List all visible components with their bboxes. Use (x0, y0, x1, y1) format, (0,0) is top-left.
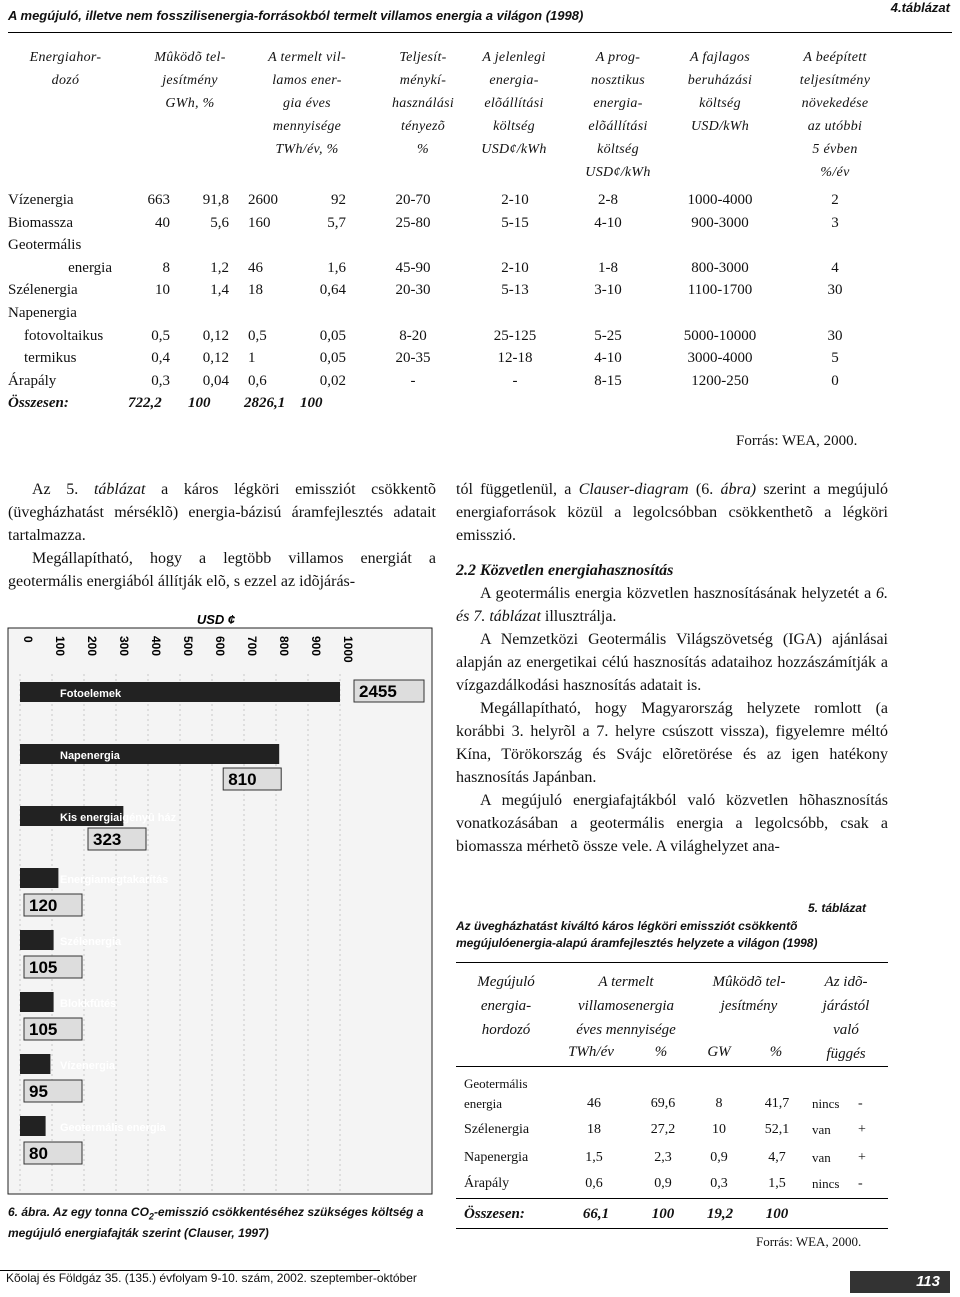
table-4-header-line: költség (493, 119, 535, 134)
table-5-subheader: % (654, 1044, 668, 1060)
table-4-cell: 4-10 (594, 350, 622, 367)
table-5-total-cell: 100 (651, 1206, 675, 1222)
table-5-header-line: függés (826, 1046, 866, 1062)
table-4-header-line: tényezõ (400, 119, 446, 134)
table-4-row-label: Napenergia (8, 305, 77, 321)
bar-value-label: 105 (29, 1020, 58, 1039)
x-tick-label: 1000 (341, 636, 355, 663)
table-4-row-label: Vízenergia (8, 192, 74, 208)
table-4-row-label: energia (68, 259, 112, 276)
table-5-header-line: Mûködõ tel- (712, 974, 786, 990)
bar (20, 868, 58, 888)
table-5-cell: nincs (812, 1096, 840, 1111)
table-4-cell: - (512, 372, 518, 389)
table-4-cell: 1,2 (210, 259, 229, 276)
table-4-cell: 25-125 (493, 327, 537, 344)
table-5-header-line: Megújuló (477, 974, 535, 990)
table-4-row-label: Összesen: (8, 395, 69, 412)
table-4-header-line: A beépített (803, 50, 867, 65)
table-4-cell: 1,6 (327, 259, 346, 276)
table-4-cell: 2 (831, 192, 839, 208)
table-5-cell: 18 (587, 1122, 601, 1137)
table-4-header-line: mennyisége (272, 119, 342, 134)
table-4-row-label: Szélenergia (8, 282, 78, 299)
table-4-cell: 40 (155, 214, 170, 231)
table-5-cell: van (812, 1150, 831, 1165)
bar (20, 1116, 46, 1136)
table-4-header-line: A termelt vil- (268, 50, 346, 65)
table-5-header-line: járástól (822, 998, 870, 1014)
table-5-header-line: jesítmény (720, 998, 778, 1014)
table-5-cell: 0,9 (654, 1176, 672, 1191)
header-rule (8, 32, 952, 33)
table-5-total-cell: 66,1 (582, 1206, 610, 1222)
figure-6 (0, 604, 440, 1196)
table-4-cell: 1,4 (210, 282, 229, 299)
table-4-cell: 3 (831, 214, 839, 231)
table-5-cell: 10 (712, 1122, 726, 1137)
x-tick-label: 600 (213, 636, 227, 657)
table-4-cell: 5-25 (594, 327, 622, 344)
table-4-cell: 0,05 (319, 327, 346, 344)
table-4-cell: 0,04 (202, 372, 229, 389)
bar-value-label: 105 (29, 958, 58, 977)
x-tick-label: 900 (309, 636, 323, 657)
table-4-header-line: USD/kWh (690, 119, 750, 134)
table-4-cell: 20-30 (395, 282, 431, 299)
table-5-cell: 4,7 (768, 1150, 786, 1165)
page-table-title: A megújuló, illetve nem fosszilisenergia-forrásokból termelt villamos energia a világon (1998) (8, 8, 584, 23)
table-5-total-cell: 19,2 (706, 1206, 734, 1222)
x-tick-label: 0 (21, 636, 35, 643)
bar-value-label: 810 (228, 770, 257, 789)
bar-category-label: Vízenergia (60, 1060, 116, 1072)
table-4-cell: 0,4 (151, 350, 170, 367)
table-4-header-line: A prog- (595, 50, 641, 65)
x-tick-label: 500 (181, 636, 195, 657)
table-4-header (456, 46, 572, 161)
table-5-cell: 0,9 (710, 1150, 728, 1165)
table-5-cell: nincs (812, 1176, 840, 1191)
table-5-header-rule (456, 1066, 888, 1067)
table-4-header-line: beruházási (687, 73, 753, 88)
bar-category-label: Szélenergia (60, 936, 122, 948)
table-5-header (694, 970, 804, 1018)
table-5-row-label: Szélenergia (464, 1122, 530, 1137)
table-4-cell: 92 (331, 192, 346, 208)
right-text: tól függetlenül, a Clauser-diagram (6. ábra) szerint a megújuló energiaforrások közül a legolcsóbban csökkenthetõ a légköri emisszió. 2.2 Közvetlen energiahasznosítás A geotermális energia közvetlen hasznosításának helyzetét a 6. és 7. táblázat illusztrálja. A Nemzetközi Geotermális Világszövetség (IGA) ajánlásai alapján az energetikai célú hasznosítás adataihoz hozzászámítják a vízgazdálkodási hasznosítás adatait is. Megállapítható, hogy Magyarország helyzete romlott (a korábbi 3. helyrõl a 7. helyre csúszott vissza), figyelemre méltó Kína, Törökország és Svájc elõretörése és az igen hatékony hasznosítás Japánban. A megújuló energiafajtákból való közvetlen hõhasznosítás vonatkozásában a geotermális energia a legolcsóbb, csak a biomassza mérhetõ össze vele. A világhelyzet ana- (456, 481, 889, 855)
table-4-header (8, 46, 123, 92)
table-4-cell: 0,12 (202, 327, 229, 344)
table-5 (456, 962, 888, 1230)
table-4-cell: 100 (300, 395, 323, 412)
table-4-header-line: költség (699, 96, 741, 111)
table-4-cell: 0,12 (202, 350, 229, 367)
bar (20, 992, 54, 1012)
table-4-cell: 2600 (248, 192, 278, 208)
bar (20, 744, 279, 764)
table-4-header-line: elõállítási (484, 96, 544, 111)
bar-category-label: Kis energiaigényû ház (60, 812, 177, 824)
table-4-cell: 10 (155, 282, 170, 299)
table-4-header-line: növekedése (801, 96, 869, 111)
table-4-cell: 2-10 (501, 259, 529, 276)
bar-value-label: 95 (29, 1082, 48, 1101)
table-5-header-line: villamosenergia (577, 998, 675, 1014)
table-4-row-label: fotovoltaikus (24, 327, 104, 344)
table-4-cell: 30 (827, 282, 843, 299)
x-tick-label: 200 (85, 636, 99, 657)
table-4-header-line: használási (391, 96, 455, 111)
table-4-header-line: Mûködõ tel- (154, 50, 226, 65)
table-4-cell: 12-18 (497, 350, 533, 367)
table-4-header-line: elõállítási (588, 119, 648, 134)
bar-chart (0, 604, 440, 1196)
table-5-cell: 52,1 (764, 1122, 790, 1137)
table-4-cell: 1 (248, 350, 256, 367)
table-4-cell: 0,02 (319, 372, 346, 389)
table-5-cell: 0,3 (710, 1176, 728, 1191)
table-4-cell: 1-8 (598, 259, 618, 276)
table-4-cell: 1000-4000 (687, 192, 753, 208)
footer-rule (0, 1270, 380, 1271)
table-4-header-line: %/év (820, 165, 850, 180)
table-4-header (664, 46, 776, 138)
bar-value-label: 80 (29, 1144, 48, 1163)
left-text: Az 5. táblázat a káros légköri emissziót csökkentõ (üvegházhatást mérséklõ) energia-bázisú áramfejlesztés adatait tartalmazza. Megállapítható, hogy a legtöbb villamos energiát a geotermális energiából állítják elõ, s ezzel az idõjárás- (8, 481, 437, 590)
bar-category-label: Napenergia (60, 750, 120, 762)
table-4-cell: 4 (831, 259, 839, 276)
table-5-cell: - (858, 1096, 863, 1111)
table-4-header (566, 46, 670, 184)
table-5-header-line: A termelt (598, 974, 654, 990)
table-5-cell: 41,7 (764, 1096, 790, 1111)
table-4-cell: 8 (162, 259, 170, 276)
table-5-cell: 1,5 (585, 1150, 603, 1165)
table-4-cell: 1200-250 (691, 372, 749, 389)
table-4-header (776, 46, 894, 184)
table-4-header-line: az utóbbi (807, 119, 863, 134)
table-4-cell: 20-35 (395, 350, 431, 367)
table-5-header (804, 970, 888, 1066)
table-4-cell: 5 (831, 350, 839, 367)
table-5-header (456, 970, 556, 1042)
table-4-header-line: Teljesít- (399, 50, 447, 65)
table-5-total-cell: 100 (765, 1206, 789, 1222)
table-4-cell: 5,7 (327, 214, 346, 231)
table-4-header-line: A fajlagos (690, 50, 750, 65)
table-5-cell: 1,5 (768, 1176, 786, 1191)
table-5-subheader: % (769, 1044, 783, 1060)
table-4-cell: 5,6 (210, 214, 229, 231)
x-tick-label: 800 (277, 636, 291, 657)
x-tick-label: 700 (245, 636, 259, 657)
table-4-cell: 18 (248, 282, 263, 299)
table-4-cell: 900-3000 (691, 214, 749, 231)
table-4-header-line: energia- (489, 73, 539, 88)
table-4-header-line: gia éves (283, 96, 331, 111)
table-4-row-label: termikus (24, 350, 77, 367)
table-5-header-line: való (833, 1022, 859, 1038)
table-4-cell: 25-80 (395, 214, 431, 231)
table-5-number: 5. táblázat (808, 901, 867, 915)
table-4-header-line: lamos ener- (272, 73, 342, 88)
table-4-cell: 30 (827, 327, 843, 344)
table-5-cell: 46 (587, 1096, 601, 1111)
table-4-cell: 20-70 (395, 192, 431, 208)
table-4-cell: 0,64 (319, 282, 346, 299)
table-5-row-label: Geotermális (464, 1076, 528, 1091)
table-5-cell: 8 (715, 1096, 723, 1111)
table-4-cell: 0,3 (151, 372, 170, 389)
table-4-cell: 4-10 (594, 214, 622, 231)
table-4-header-line: jesítmény (162, 73, 218, 88)
bar (20, 1054, 50, 1074)
table-4-cell: 100 (188, 395, 211, 412)
table-5-header-line: Az idõ- (824, 974, 868, 990)
table-5-header-line: energia- (480, 998, 532, 1014)
table-4-cell: 8-15 (594, 372, 622, 389)
bar-value-label: 323 (93, 830, 122, 849)
table-4-header-line: ménykí- (399, 73, 447, 88)
table-4-source: Forrás: WEA, 2000. (736, 433, 858, 449)
table-4-row-label: Biomassza (8, 214, 73, 231)
table-4-header-line: teljesítmény (799, 73, 871, 88)
table-4-header-line: dozó (51, 73, 80, 88)
section-heading: 2.2 Közvetlen energiahasznosítás (456, 562, 674, 579)
table-4-cell: 0,5 (248, 327, 267, 344)
table-4-cell: 46 (248, 259, 263, 276)
table-5-cell: 0,6 (585, 1176, 603, 1191)
table-4-cell: 663 (147, 192, 170, 208)
table-4-cell: 800-3000 (691, 259, 749, 276)
figure-caption: 6. ábra. Az egy tonna $CO_2$-emisszió csökkentéséhez szükséges költség a megújuló energiafajták szerint (Clauser, 1997) (8, 1205, 424, 1241)
table-5-subheader: TWh/év (568, 1044, 614, 1060)
table-4-header-line: USD¢/kWh (585, 165, 651, 180)
table-5-subheader: GW (707, 1044, 731, 1060)
table-5-total-rule (456, 1198, 888, 1199)
table-4-cell: 5-13 (501, 282, 529, 299)
journal-footer: Kõolaj és Földgáz 35. (135.) évfolyam 9-10. szám, 2002. szeptember-október (6, 1271, 417, 1285)
table-5-title: Az üvegházhatást kiváltó káros légköri emissziót csökkentõ megújulóenergia-alapú áramfejlesztés helyzete a világon (1998) (456, 919, 818, 950)
table-4-cell: 2-8 (598, 192, 618, 208)
table-4-header-line: USD¢/kWh (481, 142, 547, 157)
table-4-cell: 160 (248, 214, 271, 231)
table-4-header-line: energia- (593, 96, 643, 111)
table-4-header-line: költség (597, 142, 639, 157)
table-5-cell: + (858, 1150, 866, 1165)
table-4-header (248, 46, 366, 161)
table-5-header-line: éves mennyisége (576, 1022, 676, 1038)
table-4-header-line: 5 évben (812, 142, 858, 157)
table-4-row-label: Árapály (8, 372, 57, 389)
table-4-cell: 2826,1 (244, 395, 286, 412)
table-5-row-label: Árapály (464, 1176, 510, 1191)
table-4-header (130, 46, 250, 115)
table-5-total-label: Összesen: (464, 1206, 525, 1222)
table-4-header-line: GWh, % (165, 96, 215, 111)
bar-value-label: 120 (29, 896, 58, 915)
table-4-cell: 3-10 (594, 282, 622, 299)
table-4-cell: 722,2 (128, 395, 162, 412)
bar-category-label: Geotermális energia (60, 1122, 166, 1134)
table-5-header (556, 970, 696, 1042)
table-4-cell: 2-10 (501, 192, 529, 208)
table-5-source: Forrás: WEA, 2000. (756, 1234, 862, 1249)
table-4-cell: - (410, 372, 416, 389)
table-5-header-line: hordozó (481, 1022, 531, 1038)
table-4-cell: 3000-4000 (687, 350, 753, 367)
table-5-top-rule (456, 962, 888, 963)
table-4-cell: 8-20 (399, 327, 427, 344)
table-4-header-line: TWh/év, % (275, 142, 339, 157)
table-5-row-label: Napenergia (464, 1150, 529, 1165)
table-4-cell: 5-15 (501, 214, 529, 231)
x-tick-label: 400 (149, 636, 163, 657)
table-4-row-label: Geotermális (8, 237, 82, 254)
x-tick-label: 300 (117, 636, 131, 657)
table-4-cell: 0 (831, 372, 839, 389)
bar-category-label: Energiamegtakarítás (60, 874, 169, 886)
table-5-cell: 27,2 (650, 1122, 676, 1137)
table-4-cell: 1100-1700 (687, 282, 753, 299)
table-4-header-line: A jelenlegi (482, 50, 546, 65)
table-5-cell: van (812, 1122, 831, 1137)
table-5-bottom-rule (456, 1228, 888, 1229)
table-4-cell: 45-90 (395, 259, 431, 276)
table-4-header-line: % (417, 142, 429, 157)
table-4-header-line: nosztikus (590, 73, 646, 88)
page-number: 113 (850, 1271, 950, 1293)
table-5-cell: + (858, 1122, 866, 1137)
bar-category-label: Fotoelemek (60, 688, 122, 700)
table-4-cell: 0,05 (319, 350, 346, 367)
table-4-cell: 0,5 (151, 327, 170, 344)
table-4-cell: 91,8 (202, 192, 229, 208)
table-4-header-line: Energiahor- (29, 50, 102, 65)
x-axis-unit: USD ¢ (196, 612, 236, 627)
bar-category-label: Blokkfûtés (60, 998, 117, 1010)
table-5-cell: 2,3 (654, 1150, 672, 1165)
table-4-cell: 5000-10000 (683, 327, 757, 344)
table-number: 4.táblázat (890, 0, 950, 15)
table-4-cell: 0,6 (248, 372, 267, 389)
bar (20, 930, 54, 950)
table-5-row-label: energia (464, 1096, 503, 1111)
table-5-cell: - (858, 1176, 863, 1191)
x-tick-label: 100 (53, 636, 67, 657)
bar-value-label: 2455 (359, 682, 397, 701)
table-5-cell: 69,6 (650, 1096, 676, 1111)
